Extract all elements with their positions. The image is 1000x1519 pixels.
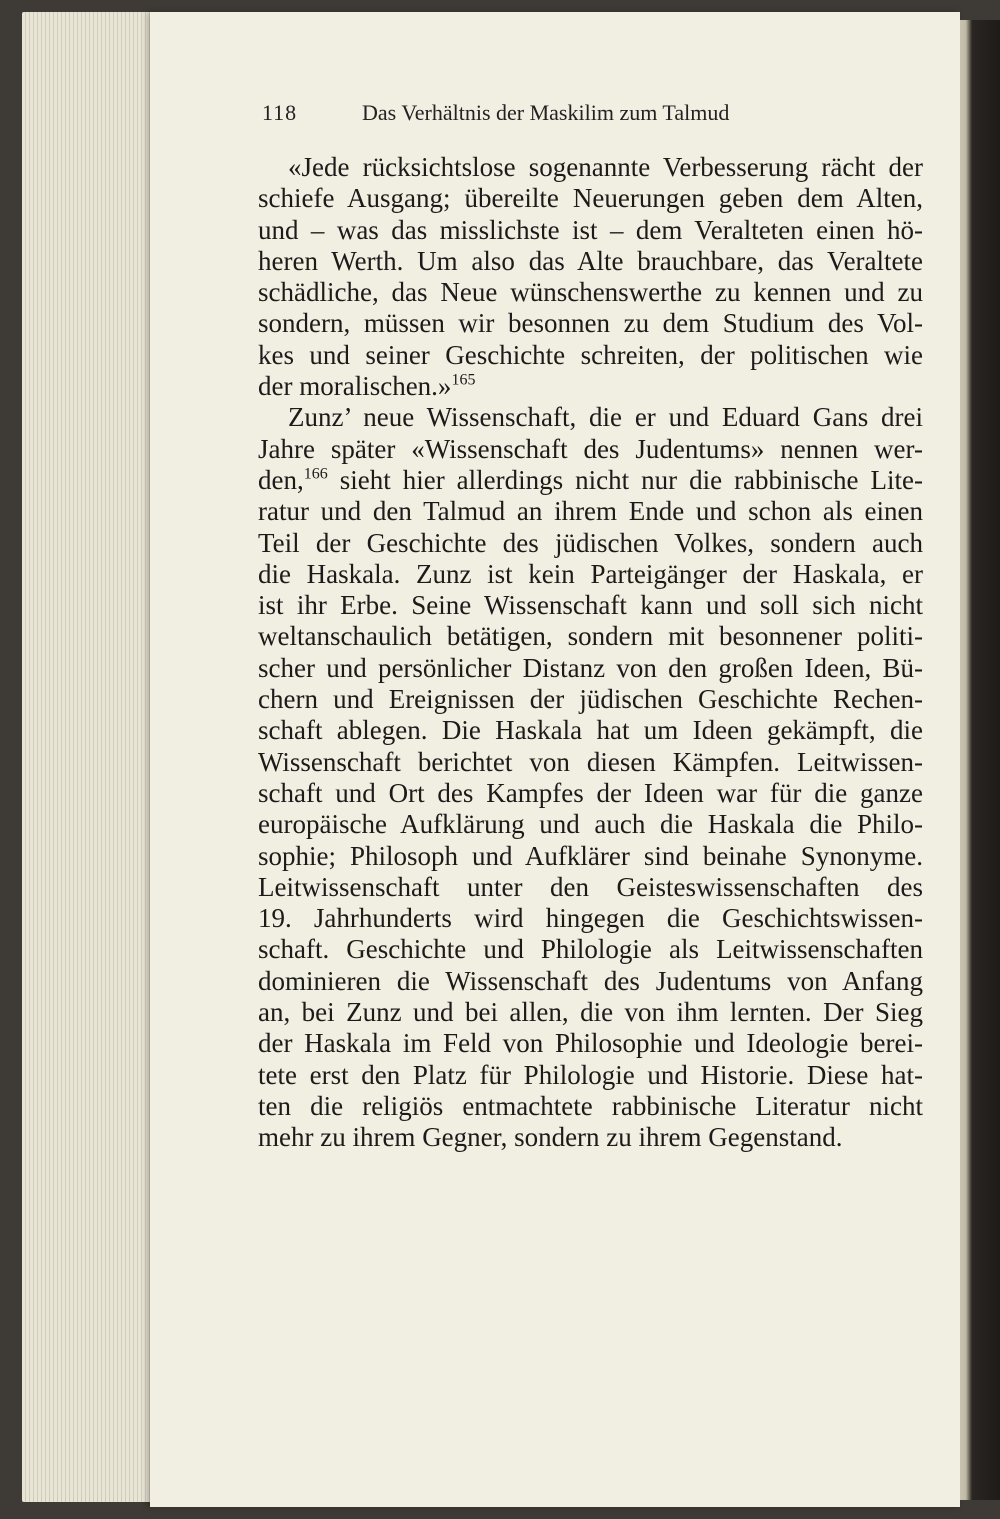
text-line: schaft. Geschichte und Philologie als Leitwissenschaften <box>258 934 923 965</box>
footnote-ref: 165 <box>451 371 476 389</box>
text-line: europäische Aufklärung und auch die Haskala die Philo- <box>258 809 923 840</box>
body-text <box>258 152 923 1154</box>
text-line: tete erst den Platz für Philologie und Historie. Diese hat- <box>258 1059 923 1090</box>
text-line: Wissenschaft berichtet von diesen Kämpfen. Leitwissen- <box>258 746 923 777</box>
text-line: und – was das misslichste ist – dem Veralteten einen hö- <box>258 214 923 245</box>
text-line: «Jede rücksichtslose sogenannte Verbesserung rächt der <box>288 152 923 182</box>
text-line: der Haskala im Feld von Philosophie und Ideologie berei- <box>258 1028 923 1059</box>
text-line: an, bei Zunz und bei allen, die von ihm lernten. Der Sieg <box>258 997 923 1028</box>
footnote-ref: 166 <box>303 465 328 483</box>
text-line: heren Werth. Um also das Alte brauchbare, das Veraltete <box>258 245 923 276</box>
text-line: sondern, müssen wir besonnen zu dem Studium des Vol- <box>258 308 923 339</box>
text-line: chern und Ereignissen der jüdischen Geschichte Rechen- <box>258 684 923 715</box>
text-line: kes und seiner Geschichte schreiten, der politischen wie <box>258 339 923 370</box>
text-line: schiefe Ausgang; übereilte Neuerungen geben dem Alten, <box>258 183 923 214</box>
text-line: ist ihr Erbe. Seine Wissenschaft kann und soll sich nicht <box>258 590 923 621</box>
running-header <box>262 100 862 134</box>
text-line: den,$^{166}$ sieht hier allerdings nicht nur die rabbinische Lite- <box>258 464 923 495</box>
text-line: Leitwissenschaft unter den Geisteswissenschaften des <box>258 871 923 902</box>
text-line: schaft und Ort des Kampfes der Ideen war für die ganze <box>258 777 923 808</box>
text-line: Jahre später «Wissenschaft des Judentums» nennen wer- <box>258 433 923 464</box>
text-line: weltanschaulich betätigen, sondern mit besonnener politi- <box>258 621 923 652</box>
page-number: 118 <box>262 100 298 125</box>
next-page-edge <box>960 20 1000 1500</box>
text-line: der moralischen.»$^{165}$ <box>258 371 476 402</box>
text-line: Zunz’ neue Wissenschaft, die er und Eduard Gans drei <box>288 402 923 433</box>
text-line: 19. Jahrhunderts wird hingegen die Geschichtswissen- <box>258 903 923 934</box>
text-line: ratur und den Talmud an ihrem Ende und schon als einen <box>258 496 923 527</box>
text-line: sophie; Philosoph und Aufklärer sind beinahe Synonyme. <box>258 840 923 871</box>
text-line: ten die religiös entmachtete rabbinische Literatur nicht <box>258 1090 923 1121</box>
text-line: mehr zu ihrem Gegner, sondern zu ihrem Gegenstand. <box>258 1122 843 1153</box>
text-line: die Haskala. Zunz ist kein Parteigänger der Haskala, er <box>258 558 923 589</box>
text-line: dominieren die Wissenschaft des Judentums von Anfang <box>258 965 923 996</box>
text-line: Teil der Geschichte des jüdischen Volkes, sondern auch <box>258 527 923 558</box>
text-line: schädliche, das Neue wünschenswerthe zu kennen und zu <box>258 277 923 308</box>
text-line: scher und persönlicher Distanz von den großen Ideen, Bü- <box>258 652 923 683</box>
running-title: Das Verhältnis der Maskilim zum Talmud <box>362 100 730 125</box>
text-line: schaft ablegen. Die Haskala hat um Ideen gekämpft, die <box>258 715 923 746</box>
